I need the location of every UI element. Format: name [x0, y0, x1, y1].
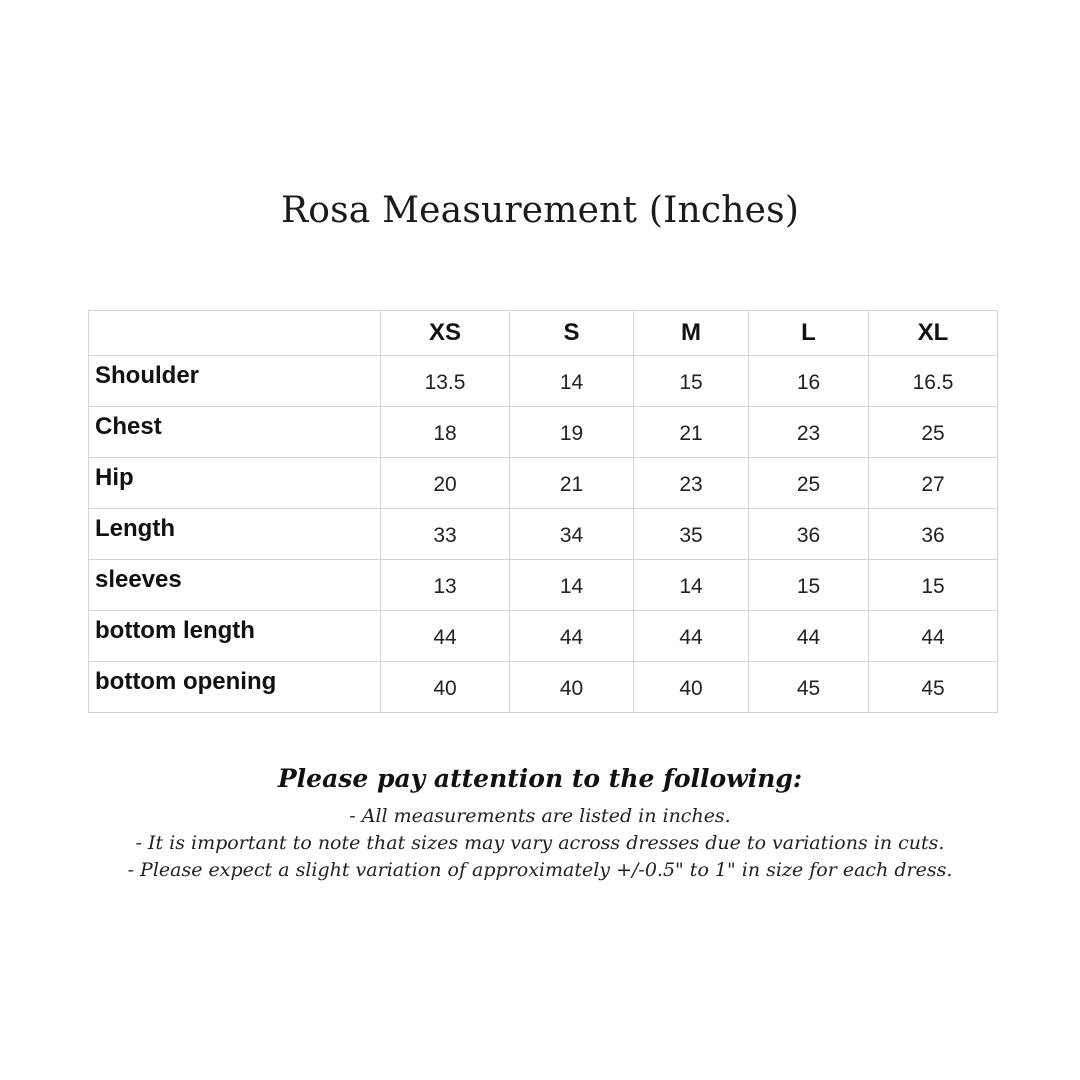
- page-title: Rosa Measurement (Inches): [280, 190, 800, 231]
- table-cell: 23: [634, 458, 749, 509]
- table-cell: 13: [381, 560, 510, 611]
- table-cell: 40: [510, 662, 634, 713]
- column-header-xl: XL: [869, 311, 998, 356]
- column-header-l: L: [749, 311, 869, 356]
- note-line: - It is important to note that sizes may vary across dresses due to variations in cuts.: [135, 832, 945, 854]
- table-cell: 44: [749, 611, 869, 662]
- table-cell: 45: [749, 662, 869, 713]
- table-header-row: [89, 311, 998, 356]
- table-row: [89, 509, 998, 560]
- table-cell: 34: [510, 509, 634, 560]
- column-header-xs: XS: [381, 311, 510, 356]
- table-cell: 15: [634, 356, 749, 407]
- table-row: [89, 611, 998, 662]
- table-cell: 33: [381, 509, 510, 560]
- table-cell: 15: [869, 560, 998, 611]
- table-cell: 16.5: [869, 356, 998, 407]
- row-label-length: Length: [89, 509, 381, 560]
- table-cell: 23: [749, 407, 869, 458]
- table-cell: 27: [869, 458, 998, 509]
- table-cell: 35: [634, 509, 749, 560]
- table-cell: 36: [869, 509, 998, 560]
- table-cell: 44: [869, 611, 998, 662]
- table-row: [89, 407, 998, 458]
- row-label-chest: Chest: [89, 407, 381, 458]
- row-label-bottom-length: bottom length: [89, 611, 381, 662]
- row-label-bottom-opening: bottom opening: [89, 662, 381, 713]
- table-cell: 25: [869, 407, 998, 458]
- column-header-s: S: [510, 311, 634, 356]
- table-cell: 14: [510, 356, 634, 407]
- note-line: - All measurements are listed in inches.: [349, 805, 731, 827]
- table-row: [89, 662, 998, 713]
- notes-section: [0, 764, 1080, 884]
- note-line: - Please expect a slight variation of approximately +/-0.5" to 1" in size for each dress.: [127, 859, 953, 881]
- table-cell: 40: [634, 662, 749, 713]
- corner-cell: [89, 311, 381, 356]
- table-cell: 20: [381, 458, 510, 509]
- table-cell: 21: [634, 407, 749, 458]
- column-header-m: M: [634, 311, 749, 356]
- size-chart-table: [88, 310, 998, 713]
- table-row: [89, 560, 998, 611]
- table-row: [89, 458, 998, 509]
- table-cell: 44: [381, 611, 510, 662]
- table-cell: 44: [634, 611, 749, 662]
- table-cell: 16: [749, 356, 869, 407]
- notes-heading: Please pay attention to the following:: [277, 764, 803, 793]
- row-label-shoulder: Shoulder: [89, 356, 381, 407]
- table-cell: 36: [749, 509, 869, 560]
- table-cell: 14: [634, 560, 749, 611]
- table-cell: 21: [510, 458, 634, 509]
- table-cell: 40: [381, 662, 510, 713]
- row-label-sleeves: sleeves: [89, 560, 381, 611]
- table-cell: 18: [381, 407, 510, 458]
- table-row: [89, 356, 998, 407]
- table-cell: 19: [510, 407, 634, 458]
- table-cell: 45: [869, 662, 998, 713]
- table-cell: 25: [749, 458, 869, 509]
- table-cell: 44: [510, 611, 634, 662]
- row-label-hip: Hip: [89, 458, 381, 509]
- table-cell: 13.5: [381, 356, 510, 407]
- table-cell: 15: [749, 560, 869, 611]
- table-cell: 14: [510, 560, 634, 611]
